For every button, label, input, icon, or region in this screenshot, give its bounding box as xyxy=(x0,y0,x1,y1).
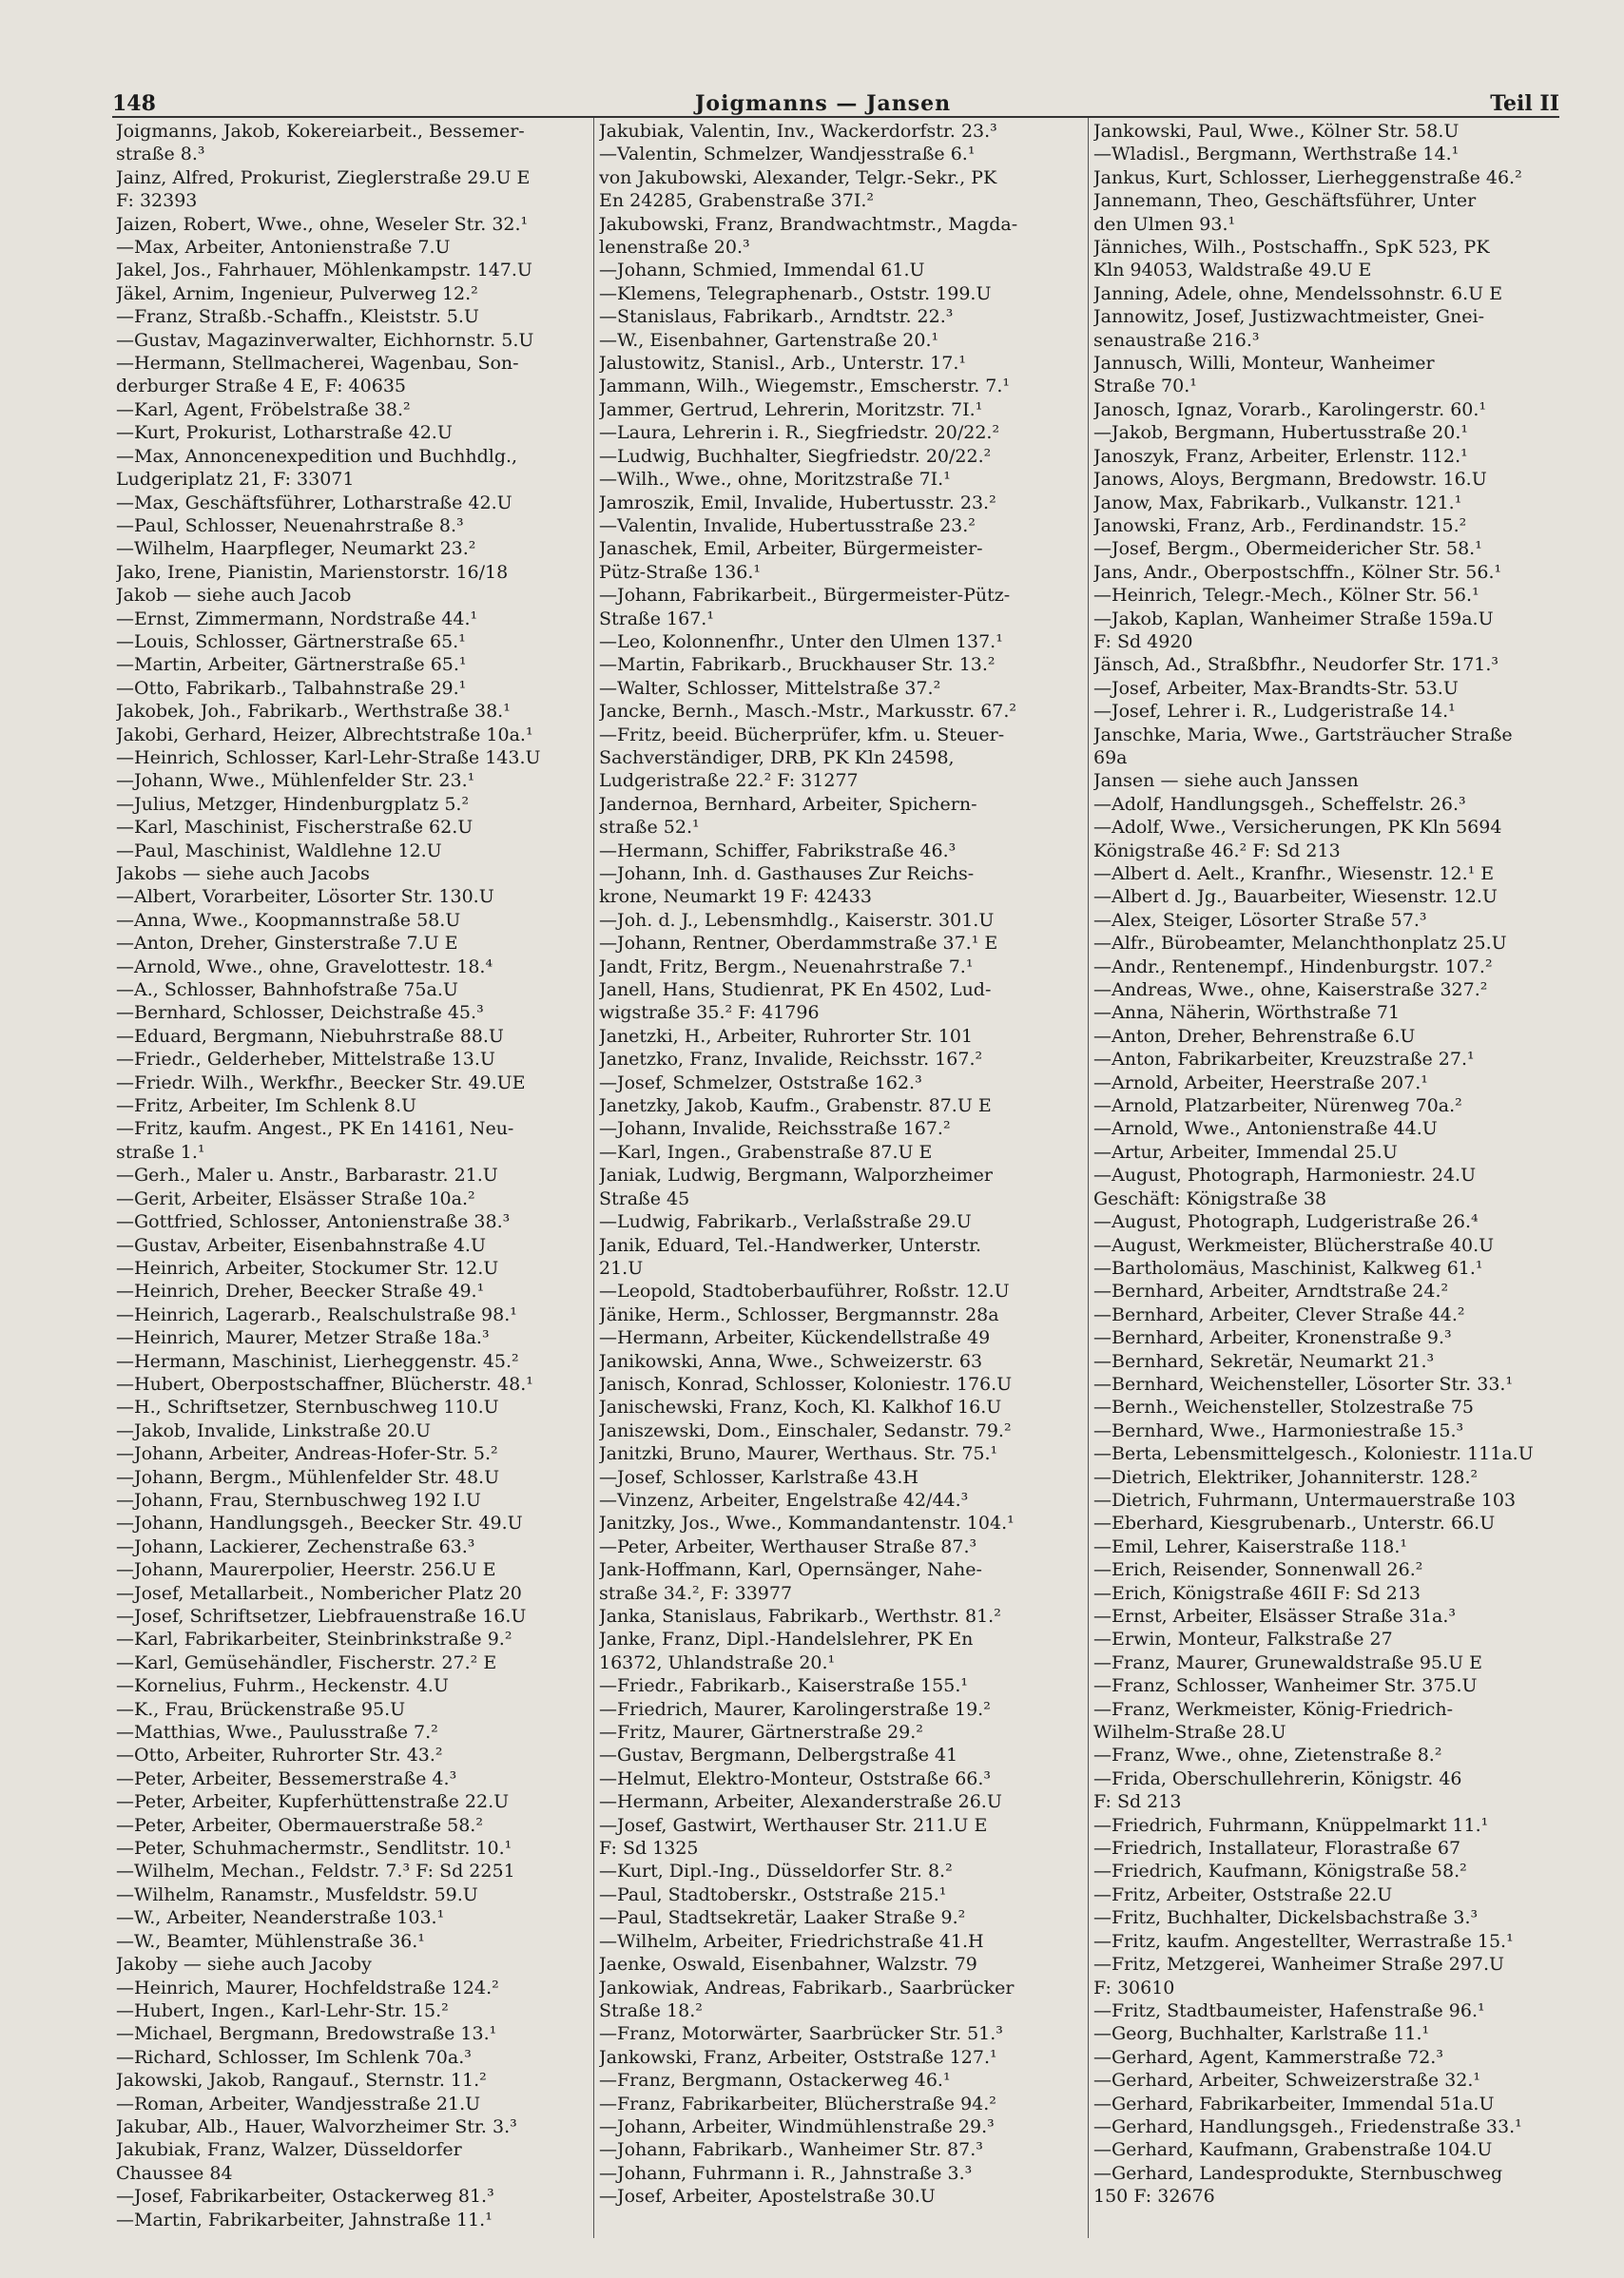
directory-entry-line: —Vinzenz, Arbeiter, Engelstraße 42/44.³ xyxy=(599,1489,969,1511)
directory-entry-line: Janischewski, Franz, Koch, Kl. Kalkhof 16.U xyxy=(599,1397,1002,1419)
directory-entry-line: Jans, Andr., Oberpostschffn., Kölner Str. 56.¹ xyxy=(1093,561,1502,583)
column-divider xyxy=(593,118,594,2238)
directory-entry-line: Jänike, Herm., Schlosser, Bergmannstr. 28a xyxy=(599,1303,999,1325)
directory-entry-line: —W., Beamter, Mühlenstraße 36.¹ xyxy=(116,1930,425,1952)
directory-entry-line: —Leo, Kolonnenfhr., Unter den Ulmen 137.¹ xyxy=(599,630,1003,652)
directory-entry-line: —Bartholomäus, Maschinist, Kalkweg 61.¹ xyxy=(1093,1257,1483,1279)
directory-entry-line: —Otto, Fabrikarb., Talbahnstraße 29.¹ xyxy=(116,677,467,699)
directory-entry-line: —Erich, Königstraße 46II F: Sd 213 xyxy=(1093,1582,1421,1604)
directory-entry-line: —Hermann, Maschinist, Lierheggenstr. 45.² xyxy=(116,1350,519,1372)
directory-entry-line: —Jakob, Kaplan, Wanheimer Straße 159a.U xyxy=(1093,608,1494,629)
directory-entry-line: Janoszyk, Franz, Arbeiter, Erlenstr. 112.¹ xyxy=(1093,445,1468,467)
directory-entry-line: —Paul, Maschinist, Waldlehne 12.U xyxy=(116,840,442,861)
directory-entry-line: Jänniches, Wilh., Postschaffn., SpK 523, PK xyxy=(1093,237,1490,259)
directory-entry-line: —Josef, Schriftsetzer, Liebfrauenstraße 16.U xyxy=(116,1606,527,1627)
part-label: Teil II xyxy=(1490,91,1559,116)
directory-entry-line: —Wilhelm, Mechan., Feldstr. 7.³ F: Sd 2251 xyxy=(116,1861,515,1882)
directory-entry-line: F: 30610 xyxy=(1093,1977,1175,1998)
directory-entry-line: —Heinrich, Maurer, Hochfeldstraße 124.² xyxy=(116,1977,499,1998)
directory-entry-line: F: Sd 213 xyxy=(1093,1791,1182,1813)
directory-entry-line: —Johann, Wwe., Mühlenfelder Str. 23.¹ xyxy=(116,770,475,792)
directory-entry-line: Straße 18.² xyxy=(599,1999,703,2021)
directory-entry-line: —Fritz, Maurer, Gärtnerstraße 29.² xyxy=(599,1722,923,1744)
directory-entry-line: —Anna, Wwe., Koopmannstraße 58.U xyxy=(116,909,461,931)
directory-entry-line: —Erwin, Monteur, Falkstraße 27 xyxy=(1093,1629,1393,1651)
directory-entry-line: —Franz, Schlosser, Wanheimer Str. 375.U xyxy=(1093,1675,1478,1697)
directory-entry-line: Janowski, Franz, Arb., Ferdinandstr. 15.² xyxy=(1093,514,1467,536)
directory-entry-line: —Fritz, Arbeiter, Oststraße 22.U xyxy=(1093,1883,1393,1905)
directory-entry-line: Jainz, Alfred, Prokurist, Zieglerstraße 29.U E xyxy=(116,166,531,188)
directory-entry-line: —Helmut, Elektro-Monteur, Oststraße 66.³ xyxy=(599,1767,992,1789)
directory-entry-line: —Franz, Bergmann, Ostackerweg 46.¹ xyxy=(599,2070,951,2092)
directory-entry-line: —August, Photograph, Ludgeristraße 26.⁴ xyxy=(1093,1211,1479,1233)
directory-entry-line: straße 1.¹ xyxy=(116,1141,205,1163)
directory-entry-line: —Franz, Werkmeister, König-Friedrich- xyxy=(1093,1698,1454,1720)
directory-entry-line: —Artur, Arbeiter, Immendal 25.U xyxy=(1093,1141,1398,1163)
directory-entry-line: Janetzki, H., Arbeiter, Ruhrorter Str. 101 xyxy=(599,1025,974,1047)
directory-entry-line: Jank-Hoffmann, Karl, Opernsänger, Nahe- xyxy=(599,1559,982,1581)
directory-entry-line: —H., Schriftsetzer, Sternbuschweg 110.U xyxy=(116,1397,499,1419)
directory-entry-line: —Richard, Schlosser, Im Schlenk 70a.³ xyxy=(116,2046,472,2068)
directory-entry-line: —Johann, Fuhrmann i. R., Jahnstraße 3.³ xyxy=(599,2162,973,2184)
directory-entry-line: Jakobs — siehe auch Jacobs xyxy=(116,863,370,884)
directory-entry-line: —Bernhard, Arbeiter, Clever Straße 44.² xyxy=(1093,1303,1465,1325)
directory-entry-line: Jankowiak, Andreas, Fabrikarb., Saarbrücker xyxy=(599,1977,1015,1998)
directory-entry-line: Jakowski, Jakob, Rangauf., Sternstr. 11.² xyxy=(116,2070,487,2092)
directory-entry-line: Jaizen, Robert, Wwe., ohne, Weseler Str. 32.¹ xyxy=(116,213,529,235)
directory-entry-line: Janik, Eduard, Tel.-Handwerker, Unterstr. xyxy=(599,1234,982,1256)
directory-entry-line: Janikowski, Anna, Wwe., Schweizerstr. 63 xyxy=(599,1350,983,1372)
directory-entry-line: Jammer, Gertrud, Lehrerin, Moritzstr. 7I.¹ xyxy=(599,398,983,420)
directory-entry-line: —Fritz, Metzgerei, Wanheimer Straße 297.U xyxy=(1093,1954,1505,1976)
directory-entry-line: —Franz, Maurer, Grunewaldstraße 95.U E xyxy=(1093,1651,1483,1673)
directory-entry-line: —Paul, Stadtoberskr., Oststraße 215.¹ xyxy=(599,1883,947,1905)
directory-entry-line: —Karl, Agent, Fröbelstraße 38.² xyxy=(116,398,411,420)
directory-entry-line: —Josef, Fabrikarbeiter, Ostackerweg 81.³ xyxy=(116,2186,494,2208)
directory-entry-line: —Gerhard, Arbeiter, Schweizerstraße 32.¹ xyxy=(1093,2070,1481,2092)
directory-entry-line: —Albert d. Aelt., Kranfhr., Wiesenstr. 12.¹ E xyxy=(1093,863,1495,884)
directory-entry-line: —Johann, Schmied, Immendal 61.U xyxy=(599,260,925,281)
directory-entry-line: —Hermann, Arbeiter, Alexanderstraße 26.U xyxy=(599,1791,1002,1813)
directory-entry-line: Jakoby — siehe auch Jacoby xyxy=(116,1954,372,1976)
directory-entry-line: —Karl, Maschinist, Fischerstraße 62.U xyxy=(116,817,474,839)
directory-entry-line: —Bernhard, Weichensteller, Lösorter Str. 33.¹ xyxy=(1093,1373,1514,1395)
directory-entry-line: —Erich, Reisender, Sonnenwall 26.² xyxy=(1093,1559,1423,1581)
directory-entry-line: —Johann, Lackierer, Zechenstraße 63.³ xyxy=(116,1535,475,1557)
directory-entry-line: —Gerhard, Landesprodukte, Sternbuschweg xyxy=(1093,2162,1503,2184)
directory-entry-line: —Josef, Arbeiter, Apostelstraße 30.U xyxy=(599,2186,936,2208)
directory-entry-line: —Stanislaus, Fabrikarb., Arndtstr. 22.³ xyxy=(599,306,954,328)
directory-entry-line: —Fritz, kaufm. Angestellter, Werrastraße 15.¹ xyxy=(1093,1930,1514,1952)
directory-entry-line: —Johann, Maurerpolier, Heerstr. 256.U E xyxy=(116,1559,496,1581)
directory-entry-line: —Franz, Straßb.-Schaffn., Kleiststr. 5.U xyxy=(116,306,479,328)
directory-entry-line: —Hermann, Stellmacherei, Wagenbau, Son- xyxy=(116,353,519,375)
directory-column-1 xyxy=(116,120,591,2231)
directory-entry-line: —Eduard, Bergmann, Niebuhrstraße 88.U xyxy=(116,1025,504,1047)
directory-entry-line: —Wladisl., Bergmann, Werthstraße 14.¹ xyxy=(1093,144,1460,165)
directory-entry-line: —Joh. d. J., Lebensmhdlg., Kaiserstr. 301.U xyxy=(599,909,995,931)
directory-entry-line: —Louis, Schlosser, Gärtnerstraße 65.¹ xyxy=(116,630,466,652)
directory-entry-line: —Gerhard, Fabrikarbeiter, Immendal 51a.U xyxy=(1093,2093,1495,2114)
directory-entry-line: —Anna, Näherin, Wörthstraße 71 xyxy=(1093,1002,1401,1024)
directory-entry-line: —Ernst, Arbeiter, Elsässer Straße 31a.³ xyxy=(1093,1606,1456,1627)
directory-entry-line: —Hubert, Oberpostschaffner, Blücherstr. 48.¹ xyxy=(116,1373,533,1395)
directory-entry-line: —Josef, Arbeiter, Max-Brandts-Str. 53.U xyxy=(1093,677,1459,699)
directory-entry-line: F: Sd 1325 xyxy=(599,1838,699,1860)
directory-entry-line: —Albert d. Jg., Bauarbeiter, Wiesenstr. 12.U xyxy=(1093,886,1498,908)
directory-entry-line: —Ernst, Zimmermann, Nordstraße 44.¹ xyxy=(116,608,478,629)
directory-entry-line: Janows, Aloys, Bergmann, Bredowstr. 16.U xyxy=(1093,469,1487,491)
directory-entry-line: wigstraße 35.² F: 41796 xyxy=(599,1002,820,1024)
directory-entry-line: —Gerit, Arbeiter, Elsässer Straße 10a.² xyxy=(116,1187,475,1209)
directory-entry-line: —Michael, Bergmann, Bredowstraße 13.¹ xyxy=(116,2023,497,2045)
directory-entry-line: —August, Werkmeister, Blücherstraße 40.U xyxy=(1093,1234,1495,1256)
directory-entry-line: —Kurt, Dipl.-Ing., Düsseldorfer Str. 8.² xyxy=(599,1861,953,1882)
directory-entry-line: Janetzko, Franz, Invalide, Reichsstr. 167.² xyxy=(599,1049,983,1071)
directory-entry-line: —Gustav, Bergmann, Delbergstraße 41 xyxy=(599,1745,958,1766)
directory-entry-line: Janiak, Ludwig, Bergmann, Walporzheimer xyxy=(599,1165,994,1187)
directory-entry-line: Janschke, Maria, Wwe., Gartsträucher Straße xyxy=(1093,724,1513,745)
directory-entry-line: —Johann, Frau, Sternbuschweg 192 I.U xyxy=(116,1489,481,1511)
directory-entry-line: —Alfr., Bürobeamter, Melanchthonplatz 25.U xyxy=(1093,933,1507,955)
directory-entry-line: Jamroszik, Emil, Invalide, Hubertusstr. 23.² xyxy=(599,492,996,513)
directory-entry-line: —Friedrich, Installateur, Florastraße 67 xyxy=(1093,1838,1461,1860)
directory-entry-line: —Franz, Motorwärter, Saarbrücker Str. 51.³ xyxy=(599,2023,1003,2045)
directory-entry-line: Jannusch, Willi, Monteur, Wanheimer xyxy=(1093,353,1435,375)
directory-entry-line: —Valentin, Invalide, Hubertusstraße 23.² xyxy=(599,514,976,536)
directory-entry-line: von Jakubowski, Alexander, Telgr.-Sekr., PK xyxy=(599,166,997,188)
directory-entry-line: —Jakob, Invalide, Linkstraße 20.U xyxy=(116,1419,432,1441)
directory-entry-line: Jankowski, Paul, Wwe., Kölner Str. 58.U xyxy=(1093,121,1460,142)
directory-entry-line: straße 52.¹ xyxy=(599,817,700,839)
directory-entry-line: Pütz-Straße 136.¹ xyxy=(599,561,762,583)
directory-entry-line: Jänsch, Ad., Straßbfhr., Neudorfer Str. 171.³ xyxy=(1093,654,1499,676)
directory-entry-line: —Friedrich, Kaufmann, Königstraße 58.² xyxy=(1093,1861,1467,1882)
directory-entry-line: Janosch, Ignaz, Vorarb., Karolingerstr. 60.¹ xyxy=(1093,398,1487,420)
directory-entry-line: Straße 70.¹ xyxy=(1093,376,1197,397)
directory-entry-line: —Hubert, Ingen., Karl-Lehr-Str. 15.² xyxy=(116,1999,449,2021)
directory-entry-line: —Wilhelm, Haarpfleger, Neumarkt 23.² xyxy=(116,538,476,560)
directory-entry-line: Janow, Max, Fabrikarb., Vulkanstr. 121.¹ xyxy=(1093,492,1462,513)
directory-entry-line: —Martin, Fabrikarb., Bruckhauser Str. 13.² xyxy=(599,654,996,676)
directory-entry-line: —Bernhard, Schlosser, Deichstraße 45.³ xyxy=(116,1002,484,1024)
directory-entry-line: Wilhelm-Straße 28.U xyxy=(1093,1722,1286,1744)
directory-entry-line: Jakobek, Joh., Fabrikarb., Werthstraße 38.¹ xyxy=(116,701,511,723)
directory-entry-line: —Friedr. Wilh., Werkfhr., Beecker Str. 49.UE xyxy=(116,1071,526,1093)
directory-entry-line: Jandt, Fritz, Bergm., Neuenahrstraße 7.¹ xyxy=(599,956,974,977)
directory-entry-line: —Friedrich, Maurer, Karolingerstraße 19.² xyxy=(599,1698,991,1720)
directory-entry-line: —Fritz, Arbeiter, Im Schlenk 8.U xyxy=(116,1095,417,1117)
directory-entry-line: derburger Straße 4 E, F: 40635 xyxy=(116,376,407,397)
directory-entry-line: —Ludwig, Buchhalter, Siegfriedstr. 20/22.² xyxy=(599,445,992,467)
directory-entry-line: Janisch, Konrad, Schlosser, Koloniestr. 176.U xyxy=(599,1373,1013,1395)
directory-entry-line: Jannemann, Theo, Geschäftsführer, Unter xyxy=(1093,190,1477,212)
directory-entry-line: Jakubiak, Valentin, Inv., Wackerdorfstr. 23.³ xyxy=(599,121,997,142)
directory-entry-line: —Fritz, kaufm. Angest., PK En 14161, Neu- xyxy=(116,1118,514,1140)
directory-entry-line: —Friedrich, Fuhrmann, Knüppelmarkt 11.¹ xyxy=(1093,1814,1489,1836)
directory-entry-line: —Josef, Metallarbeit., Nombericher Platz 20 xyxy=(116,1582,522,1604)
directory-entry-line: krone, Neumarkt 19 F: 42433 xyxy=(599,886,872,908)
directory-entry-line: —Bernhard, Sekretär, Neumarkt 21.³ xyxy=(1093,1350,1435,1372)
directory-entry-line: 21.U xyxy=(599,1257,644,1279)
directory-entry-line: —K., Frau, Brückenstraße 95.U xyxy=(116,1698,406,1720)
directory-entry-line: —Karl, Fabrikarbeiter, Steinbrinkstraße 9.² xyxy=(116,1629,512,1651)
directory-entry-line: —Max, Geschäftsführer, Lotharstraße 42.U xyxy=(116,492,512,513)
directory-entry-line: —Ludwig, Fabrikarb., Verlaßstraße 29.U xyxy=(599,1211,972,1233)
directory-entry-line: —Peter, Arbeiter, Werthauser Straße 87.³ xyxy=(599,1535,977,1557)
directory-entry-line: 69a xyxy=(1093,746,1128,768)
directory-entry-line: —Josef, Lehrer i. R., Ludgeristraße 14.¹ xyxy=(1093,701,1456,723)
directory-entry-line: Ludgeriplatz 21, F: 33071 xyxy=(116,469,355,491)
directory-entry-line: —Dietrich, Elektriker, Johanniterstr. 128.² xyxy=(1093,1466,1479,1488)
directory-entry-line: —Josef, Schlosser, Karlstraße 43.H xyxy=(599,1466,918,1488)
directory-entry-line: —Gustav, Magazinverwalter, Eichhornstr. 5.U xyxy=(116,329,534,351)
directory-entry-line: Janke, Franz, Dipl.-Handelslehrer, PK En xyxy=(599,1629,974,1651)
directory-entry-line: —Andr., Rentenempf., Hindenburgstr. 107.² xyxy=(1093,956,1493,977)
directory-entry-line: —Wilh., Wwe., ohne, Moritzstraße 7I.¹ xyxy=(599,469,951,491)
directory-entry-line: —Heinrich, Schlosser, Karl-Lehr-Straße 143.U xyxy=(116,746,541,768)
directory-entry-line: Jakobi, Gerhard, Heizer, Albrechtstraße 10a.¹ xyxy=(116,724,533,745)
directory-entry-line: —Eberhard, Kiesgrubenarb., Unterstr. 66.U xyxy=(1093,1513,1496,1535)
directory-entry-line: —Max, Annoncenexpedition und Buchhdlg., xyxy=(116,445,518,467)
directory-entry-line: —Kornelius, Fuhrm., Heckenstr. 4.U xyxy=(116,1675,449,1697)
directory-entry-line: —Wilhelm, Arbeiter, Friedrichstraße 41.H xyxy=(599,1930,984,1952)
directory-entry-line: En 24285, Grabenstraße 37I.² xyxy=(599,190,875,212)
directory-entry-line: —Gerhard, Handlungsgeh., Friedenstraße 33.¹ xyxy=(1093,2115,1522,2137)
page-header xyxy=(112,78,1559,118)
directory-entry-line: —Bernhard, Arbeiter, Arndtstraße 24.² xyxy=(1093,1281,1449,1303)
directory-entry-line: —Andreas, Wwe., ohne, Kaiserstraße 327.² xyxy=(1093,979,1488,1001)
directory-entry-line: Jannowitz, Josef, Justizwachtmeister, Gnei- xyxy=(1093,306,1485,328)
directory-entry-line: —Matthias, Wwe., Paulusstraße 7.² xyxy=(116,1722,438,1744)
directory-entry-line: Jakubiak, Franz, Walzer, Düsseldorfer xyxy=(116,2139,462,2161)
directory-entry-line: —Karl, Gemüsehändler, Fischerstr. 27.² E xyxy=(116,1651,497,1673)
directory-entry-line: —Max, Arbeiter, Antonienstraße 7.U xyxy=(116,237,451,259)
directory-entry-line: —Fritz, Stadtbaumeister, Hafenstraße 96.¹ xyxy=(1093,1999,1485,2021)
directory-entry-line: —Gustav, Arbeiter, Eisenbahnstraße 4.U xyxy=(116,1234,486,1256)
directory-entry-line: Jalustowitz, Stanisl., Arb., Unterstr. 17.¹ xyxy=(599,353,966,375)
directory-entry-line: Janka, Stanislaus, Fabrikarb., Werthstr. 81.² xyxy=(599,1606,1001,1627)
directory-entry-line: —Gerhard, Agent, Kammerstraße 72.³ xyxy=(1093,2046,1443,2068)
directory-entry-line: —Roman, Arbeiter, Wandjesstraße 21.U xyxy=(116,2093,481,2114)
directory-entry-line: —Anton, Dreher, Ginsterstraße 7.U E xyxy=(116,933,458,955)
directory-entry-line: Jakubowski, Franz, Brandwachtmstr., Magda- xyxy=(599,213,1018,235)
directory-entry-line: den Ulmen 93.¹ xyxy=(1093,213,1236,235)
directory-entry-line: Janitzki, Bruno, Maurer, Werthaus. Str. 75.¹ xyxy=(599,1443,998,1465)
directory-entry-line: —Josef, Schmelzer, Oststraße 162.³ xyxy=(599,1071,922,1093)
directory-entry-line: —Fritz, Buchhalter, Dickelsbachstraße 3.³ xyxy=(1093,1907,1479,1929)
directory-entry-line: F: Sd 4920 xyxy=(1093,630,1193,652)
directory-entry-line: Jaenke, Oswald, Eisenbahner, Walzstr. 79 xyxy=(599,1954,977,1976)
directory-entry-line: F: 32393 xyxy=(116,190,198,212)
directory-entry-line: —W., Arbeiter, Neanderstraße 103.¹ xyxy=(116,1907,445,1929)
directory-entry-line: —Arnold, Platzarbeiter, Nürenweg 70a.² xyxy=(1093,1095,1462,1117)
running-title: Joigmanns — Jansen xyxy=(695,91,952,116)
directory-entry-line: —Johann, Arbeiter, Windmühlenstraße 29.³ xyxy=(599,2115,995,2137)
directory-entry-line: Kln 94053, Waldstraße 49.U E xyxy=(1093,260,1372,281)
directory-entry-line: Jankus, Kurt, Schlosser, Lierheggenstraße 46.² xyxy=(1093,166,1522,188)
directory-entry-line: —August, Photograph, Harmoniestr. 24.U xyxy=(1093,1165,1477,1187)
directory-entry-line: —Franz, Wwe., ohne, Zietenstraße 8.² xyxy=(1093,1745,1442,1766)
directory-entry-line: Geschäft: Königstraße 38 xyxy=(1093,1187,1327,1209)
directory-column-2 xyxy=(599,120,1084,2209)
directory-entry-line: —Heinrich, Telegr.-Mech., Kölner Str. 56.¹ xyxy=(1093,585,1479,607)
directory-entry-line: Jakubar, Alb., Hauer, Walvorzheimer Str. 3.³ xyxy=(116,2115,517,2137)
directory-entry-line: straße 8.³ xyxy=(116,144,205,165)
directory-entry-line: Janell, Hans, Studienrat, PK En 4502, Lud- xyxy=(599,979,992,1001)
page-number: 148 xyxy=(112,91,156,116)
directory-entry-line: —Berta, Lebensmittelgesch., Koloniestr. 111a.U xyxy=(1093,1443,1534,1465)
directory-entry-line: —Arnold, Wwe., ohne, Gravelottestr. 18.⁴ xyxy=(116,956,493,977)
directory-entry-line: Jammann, Wilh., Wiegemstr., Emscherstr. 7.¹ xyxy=(599,376,1011,397)
directory-entry-line: —Heinrich, Maurer, Metzer Straße 18a.³ xyxy=(116,1327,490,1349)
directory-entry-line: —Friedr., Fabrikarb., Kaiserstraße 155.¹ xyxy=(599,1675,968,1697)
directory-entry-line: Janning, Adele, ohne, Mendelssohnstr. 6.U E xyxy=(1093,282,1503,304)
directory-entry-line: —Julius, Metzger, Hindenburgplatz 5.² xyxy=(116,793,470,815)
directory-entry-line: Jakob — siehe auch Jacob xyxy=(116,585,352,607)
directory-entry-line: —Peter, Schuhmachermstr., Sendlitstr. 10.¹ xyxy=(116,1838,512,1860)
directory-entry-line: Joigmanns, Jakob, Kokereiarbeit., Bessemer- xyxy=(116,121,525,142)
directory-entry-line: straße 34.², F: 33977 xyxy=(599,1582,793,1604)
directory-entry-line: —Franz, Fabrikarbeiter, Blücherstraße 94.² xyxy=(599,2093,996,2114)
directory-entry-line: —Karl, Ingen., Grabenstraße 87.U E xyxy=(599,1141,933,1163)
directory-entry-line: —Otto, Arbeiter, Ruhrorter Str. 43.² xyxy=(116,1745,443,1766)
directory-entry-line: 150 F: 32676 xyxy=(1093,2186,1215,2208)
directory-entry-line: Chaussee 84 xyxy=(116,2162,233,2184)
directory-entry-line: —Paul, Stadtsekretär, Laaker Straße 9.² xyxy=(599,1907,966,1929)
directory-entry-line: —Jakob, Bergmann, Hubertusstraße 20.¹ xyxy=(1093,422,1469,444)
directory-entry-line: —Anton, Fabrikarbeiter, Kreuzstraße 27.¹ xyxy=(1093,1049,1475,1071)
directory-entry-line: —Josef, Gastwirt, Werthauser Str. 211.U E xyxy=(599,1814,988,1836)
directory-entry-line: —Bernhard, Wwe., Harmoniestraße 15.³ xyxy=(1093,1419,1464,1441)
directory-entry-line: —Emil, Lehrer, Kaiserstraße 118.¹ xyxy=(1093,1535,1407,1557)
directory-entry-line: Janiszewski, Dom., Einschaler, Sedanstr. 79.² xyxy=(599,1419,1012,1441)
directory-entry-line: —Laura, Lehrerin i. R., Siegfriedstr. 20/22.² xyxy=(599,422,1000,444)
directory-entry-line: Jancke, Bernh., Masch.-Mstr., Markusstr. 67.² xyxy=(599,701,1017,723)
directory-entry-line: —Georg, Buchhalter, Karlstraße 11.¹ xyxy=(1093,2023,1430,2045)
directory-entry-line: —Adolf, Handlungsgeh., Scheffelstr. 26.³ xyxy=(1093,793,1466,815)
directory-entry-line: —Johann, Inh. d. Gasthauses Zur Reichs- xyxy=(599,863,975,884)
directory-entry-line: senaustraße 216.³ xyxy=(1093,329,1260,351)
directory-entry-line: —Heinrich, Lagerarb., Realschulstraße 98.¹ xyxy=(116,1303,517,1325)
directory-entry-line: —Hermann, Schiffer, Fabrikstraße 46.³ xyxy=(599,840,957,861)
directory-entry-line: —Walter, Schlosser, Mittelstraße 37.² xyxy=(599,677,941,699)
directory-entry-line: Ludgeristraße 22.² F: 31277 xyxy=(599,770,859,792)
directory-entry-line: —Arnold, Arbeiter, Heerstraße 207.¹ xyxy=(1093,1071,1428,1093)
directory-entry-line: —Leopold, Stadtoberbauführer, Roßstr. 12.U xyxy=(599,1281,1010,1303)
directory-entry-line: Königstraße 46.² F: Sd 213 xyxy=(1093,840,1341,861)
directory-entry-line: Jankowski, Franz, Arbeiter, Oststraße 127.¹ xyxy=(599,2046,997,2068)
directory-entry-line: Sachverständiger, DRB, PK Kln 24598, xyxy=(599,746,955,768)
directory-entry-line: Janetzky, Jakob, Kaufm., Grabenstr. 87.U E xyxy=(599,1095,992,1117)
directory-entry-line: —Dietrich, Fuhrmann, Untermauerstraße 103 xyxy=(1093,1489,1517,1511)
directory-entry-line: —Martin, Arbeiter, Gärtnerstraße 65.¹ xyxy=(116,654,467,676)
directory-entry-line: —Johann, Handlungsgeh., Beecker Str. 49.U xyxy=(116,1513,523,1535)
directory-entry-line: lenenstraße 20.³ xyxy=(599,237,750,259)
directory-entry-line: —Johann, Rentner, Oberdammstraße 37.¹ E xyxy=(599,933,998,955)
directory-entry-line: —W., Eisenbahner, Gartenstraße 20.¹ xyxy=(599,329,939,351)
directory-entry-line: —Bernhard, Arbeiter, Kronenstraße 9.³ xyxy=(1093,1327,1452,1349)
directory-entry-line: —Peter, Arbeiter, Bessemerstraße 4.³ xyxy=(116,1767,457,1789)
directory-entry-line: Straße 45 xyxy=(599,1187,690,1209)
directory-entry-line: Jakel, Jos., Fahrhauer, Möhlenkampstr. 147.U xyxy=(116,260,532,281)
directory-entry-line: —Adolf, Wwe., Versicherungen, PK Kln 5694 xyxy=(1093,817,1502,839)
directory-entry-line: Jansen — siehe auch Janssen xyxy=(1093,770,1359,792)
directory-entry-line: —Heinrich, Dreher, Beecker Straße 49.¹ xyxy=(116,1281,485,1303)
directory-entry-line: —Frida, Oberschullehrerin, Königstr. 46 xyxy=(1093,1767,1462,1789)
directory-entry-line: —Bernh., Weichensteller, Stolzestraße 75 xyxy=(1093,1397,1475,1419)
directory-entry-line: —Hermann, Arbeiter, Kückendellstraße 49 xyxy=(599,1327,991,1349)
directory-entry-line: —Alex, Steiger, Lösorter Straße 57.³ xyxy=(1093,909,1427,931)
column-divider xyxy=(1088,118,1089,2238)
directory-entry-line: —Arnold, Wwe., Antonienstraße 44.U xyxy=(1093,1118,1438,1140)
directory-entry-line: Jako, Irene, Pianistin, Marienstorstr. 16/18 xyxy=(116,561,509,583)
directory-entry-line: —Martin, Fabrikarbeiter, Jahnstraße 11.¹ xyxy=(116,2209,493,2230)
directory-entry-line: 16372, Uhlandstraße 20.¹ xyxy=(599,1651,836,1673)
directory-entry-line: —Peter, Arbeiter, Kupferhüttenstraße 22.U xyxy=(116,1791,510,1813)
directory-entry-line: —Friedr., Gelderheber, Mittelstraße 13.U xyxy=(116,1049,495,1071)
directory-entry-line: —Kurt, Prokurist, Lotharstraße 42.U xyxy=(116,422,453,444)
directory-entry-line: —Anton, Dreher, Behrenstraße 6.U xyxy=(1093,1025,1416,1047)
directory-entry-line: —Johann, Invalide, Reichsstraße 167.² xyxy=(599,1118,951,1140)
directory-entry-line: —Klemens, Telegraphenarb., Oststr. 199.U xyxy=(599,282,992,304)
directory-entry-line: —Peter, Arbeiter, Obermauerstraße 58.² xyxy=(116,1814,483,1836)
directory-entry-line: Jäkel, Arnim, Ingenieur, Pulverweg 12.² xyxy=(116,282,478,304)
directory-entry-line: —Johann, Bergm., Mühlenfelder Str. 48.U xyxy=(116,1466,500,1488)
directory-entry-line: Jandernoa, Bernhard, Arbeiter, Spichern- xyxy=(599,793,977,815)
directory-entry-line: —Johann, Arbeiter, Andreas-Hofer-Str. 5.² xyxy=(116,1443,498,1465)
directory-entry-line: —Johann, Fabrikarb., Wanheimer Str. 87.³ xyxy=(599,2139,983,2161)
directory-entry-line: —Johann, Fabrikarbeit., Bürgermeister-Pütz- xyxy=(599,585,1011,607)
directory-entry-line: Janitzky, Jos., Wwe., Kommandantenstr. 104.¹ xyxy=(599,1513,1015,1535)
directory-entry-line: —Gottfried, Schlosser, Antonienstraße 38.³ xyxy=(116,1211,511,1233)
directory-entry-line: —Heinrich, Arbeiter, Stockumer Str. 12.U xyxy=(116,1257,499,1279)
directory-entry-line: —Valentin, Schmelzer, Wandjesstraße 6.¹ xyxy=(599,144,976,165)
directory-entry-line: —Paul, Schlosser, Neuenahrstraße 8.³ xyxy=(116,514,464,536)
directory-entry-line: —Albert, Vorarbeiter, Lösorter Str. 130.U xyxy=(116,886,494,908)
directory-entry-line: —Gerh., Maler u. Anstr., Barbarastr. 21.U xyxy=(116,1165,498,1187)
directory-entry-line: —Wilhelm, Ranamstr., Musfeldstr. 59.U xyxy=(116,1883,478,1905)
directory-entry-line: —Josef, Bergm., Obermeidericher Str. 58.¹ xyxy=(1093,538,1482,560)
directory-entry-line: Janaschek, Emil, Arbeiter, Bürgermeister- xyxy=(599,538,983,560)
directory-entry-line: —A., Schlosser, Bahnhofstraße 75a.U xyxy=(116,979,458,1001)
directory-column-3 xyxy=(1093,120,1569,2209)
directory-entry-line: Straße 167.¹ xyxy=(599,608,714,629)
directory-entry-line: —Fritz, beeid. Bücherprüfer, kfm. u. Steuer- xyxy=(599,724,1005,745)
directory-entry-line: —Gerhard, Kaufmann, Grabenstraße 104.U xyxy=(1093,2139,1493,2161)
